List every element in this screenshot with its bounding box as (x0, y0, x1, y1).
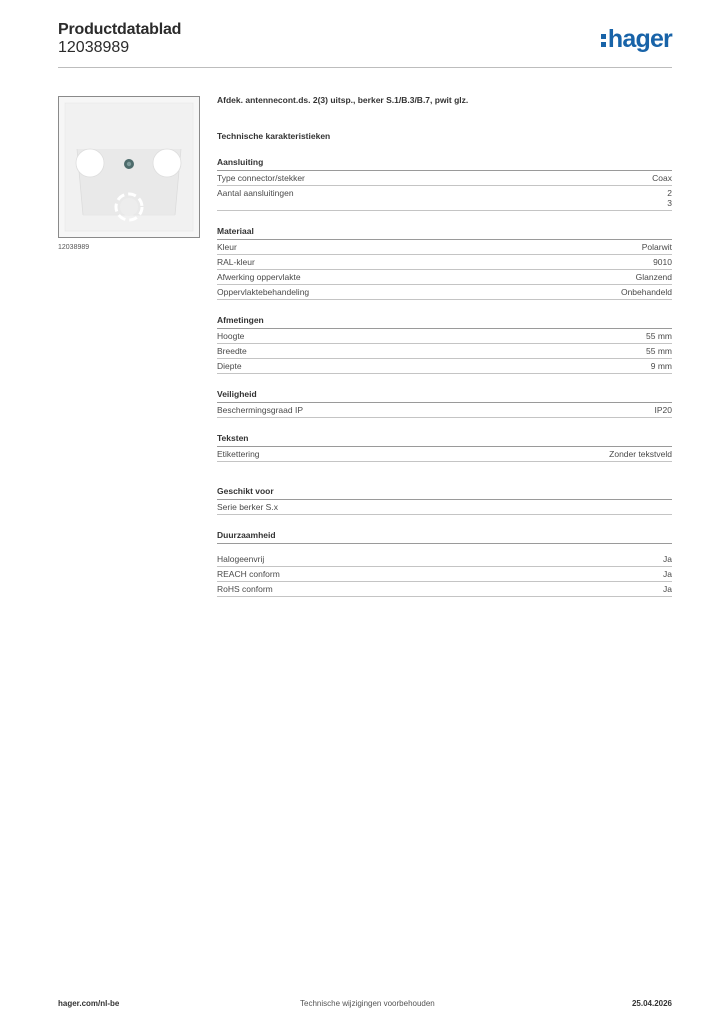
section-heading: Duurzaamheid (217, 530, 672, 544)
spec-row (217, 240, 672, 255)
hager-logo (601, 27, 672, 52)
spec-value-line: 3 (667, 198, 672, 208)
spec-row (217, 582, 672, 597)
spec-value-line: 2 (667, 188, 672, 198)
section-safety (217, 389, 672, 418)
spec-value: Coax (652, 173, 672, 183)
section-connection (217, 157, 672, 211)
spec-label: Beschermingsgraad IP (217, 405, 303, 415)
spec-value: IP20 (654, 405, 672, 415)
spec-row (217, 500, 672, 515)
spec-row (217, 255, 672, 270)
spec-label: REACH conform (217, 569, 280, 579)
spec-value: Ja (663, 584, 672, 594)
spec-row (217, 359, 672, 374)
logo-dots-icon (601, 31, 606, 50)
spec-row (217, 270, 672, 285)
spec-row (217, 186, 672, 211)
spec-row (217, 329, 672, 344)
spec-row (217, 447, 672, 462)
spec-value: 9 mm (650, 361, 672, 371)
document-title: Productdatablad (58, 21, 182, 38)
spec-label: Etikettering (217, 449, 260, 459)
spec-value: Zonder tekstveld (609, 449, 672, 459)
section-dimensions (217, 315, 672, 374)
spec-row (217, 567, 672, 582)
image-caption: 12038989 (58, 244, 90, 251)
footer-notice: Technische wijzigingen voorbehouden (300, 999, 435, 1008)
spec-label: Serie berker S.x (217, 502, 278, 512)
section-heading: Teksten (217, 433, 672, 447)
section-texts (217, 433, 672, 462)
spec-label: Oppervlaktebehandeling (217, 287, 310, 297)
spec-value: Ja (663, 554, 672, 564)
spec-value: 9010 (653, 257, 672, 267)
section-heading: Aansluiting (217, 157, 672, 171)
spec-value: Onbehandeld (620, 287, 672, 297)
footer-date: 25.04.2026 (631, 999, 672, 1008)
spec-label: Afwerking oppervlakte (217, 272, 301, 282)
spec-label: Diepte (217, 361, 242, 371)
spec-label: Halogeenvrij (217, 554, 265, 564)
section-sustainability (217, 530, 672, 597)
product-image (58, 96, 200, 238)
spec-row (217, 285, 672, 300)
spec-label: Kleur (217, 242, 237, 252)
spec-label: Aantal aansluitingen (217, 188, 294, 198)
section-heading: Materiaal (217, 226, 672, 240)
cover-plate-illustration (59, 97, 199, 237)
technical-characteristics-heading: Technische karakteristieken (217, 131, 331, 141)
spec-label: RAL-kleur (217, 257, 255, 267)
spec-row (217, 552, 672, 567)
spec-value: Glanzend (635, 272, 672, 282)
spec-label: Hoogte (217, 331, 245, 341)
spec-label: Type connector/stekker (217, 173, 305, 183)
spec-value (667, 188, 672, 208)
product-description: Afdek. antennecont.ds. 2(3) uitsp., berker S.1/B.3/B.7, pwit glz. (217, 95, 469, 105)
spec-label: Breedte (217, 346, 247, 356)
spec-value: 55 mm (646, 331, 672, 341)
logo-text: hager (607, 25, 672, 53)
product-details (217, 95, 672, 612)
spec-row (217, 403, 672, 418)
spec-value: 55 mm (646, 346, 672, 356)
spec-value: Ja (663, 569, 672, 579)
spec-value: Polarwit (641, 242, 672, 252)
spec-label: RoHS conform (217, 584, 273, 594)
footer-website-link[interactable]: hager.com/nl-be (58, 999, 120, 1008)
article-number: 12038989 (58, 39, 130, 56)
section-suitable-for (217, 486, 672, 515)
section-heading: Veiligheid (217, 389, 672, 403)
spec-row (217, 344, 672, 359)
section-material (217, 226, 672, 300)
spec-row (217, 171, 672, 186)
section-heading: Geschikt voor (217, 486, 672, 500)
section-heading: Afmetingen (217, 315, 672, 329)
header-divider (58, 67, 672, 68)
